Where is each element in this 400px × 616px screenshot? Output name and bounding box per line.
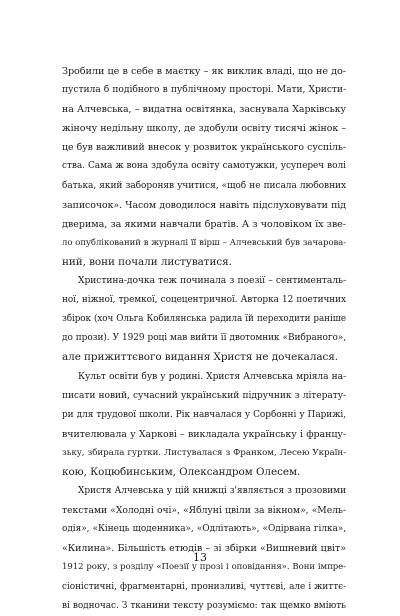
page-body [62, 62, 346, 616]
paragraph [62, 482, 346, 616]
text-line: ри для трудової школи. Рік навчалася у Сорбонні у Парижі, [62, 409, 346, 420]
text-line: 1912 року, з розділу «Поезії у прозі і оповідання». Вони імпре- [62, 562, 346, 573]
text-line: жіночу недільну школу, де здобули освіту тисячі жінок – [62, 123, 346, 135]
text-line: писати новий, сучасний український підручник з літерату- [62, 390, 346, 401]
text-line: ний, вони почали листуватися. [62, 255, 232, 268]
text-line: сіоністичні, фрагментарні, пронизливі, чуттєві, але і життє- [62, 581, 346, 592]
text-line: Христя Алчевська у цій книжці з'являється з прозовими [78, 486, 346, 497]
text-line: до прози). У 1929 році мав вийти її двотомник «Вибраного», [62, 333, 346, 344]
text-line: Христина-дочка теж починала з поезії – сентименталь- [78, 276, 346, 287]
text-line: збірок (хоч Ольга Кобилянська радила їй переходити раніше [62, 314, 346, 325]
text-line: вчителювала у Харкові – викладала українську і францу- [62, 428, 346, 440]
text-line: «Килина». Більшість етюдів – зі збірки «Вишневий цвіт» [62, 543, 346, 555]
text-line: зьку, збирала гуртки. Листувалася з Франком, Лесею Україн- [62, 447, 346, 458]
text-line: Культ освіти був у родині. Христя Алчевська мріяла на- [78, 371, 346, 382]
paragraph [62, 272, 346, 367]
text-line: записочок». Часом доводилося навіть підслуховувати під [62, 199, 346, 211]
text-line: на Алчевська, – видатна освітянка, заснувала Харківську [62, 104, 346, 116]
text-line: батька, який забороняв учитися, «щоб не писала любовних [62, 180, 346, 191]
text-line: але прижиттєвого видання Христя не дочекалася. [62, 351, 339, 364]
text-line: кою, Коцюбинським, Олександром Олесем. [62, 465, 301, 478]
text-line: одія», «Кінець щоденника», «Одлітають», «Одірвана гілка», [62, 524, 346, 535]
text-line: це був важливий внесок у розвиток українського суспіль- [62, 142, 346, 154]
text-line: ло опублікований в журналі її вірш – Алчевський був зачарова- [62, 237, 346, 248]
paragraph [62, 62, 346, 272]
text-line: ної, ніжної, тремкої, соцецентричної. Авторка 12 поетичних [62, 295, 346, 306]
text-line: дверима, за якими навчали братів. А з чоловіком їх зве- [62, 218, 346, 230]
text-line: Зробили це в себе в маєтку – як виклик владі, що не до- [62, 66, 346, 77]
text-line: пустила б подібного в публічному просторі. Мати, Христи- [62, 85, 346, 96]
paragraph [62, 368, 346, 483]
page-number: 13 [193, 551, 207, 564]
text-line: ві водночас. З тканини тексту розуміємо: так щемко вміють [62, 600, 346, 611]
text-line: ства. Сама ж вона здобула освіту самотужки, усупереч волі [62, 161, 346, 172]
text-line: текстами «Холодні очі», «Яблуні цвіли за вікном», «Мель- [62, 505, 346, 517]
